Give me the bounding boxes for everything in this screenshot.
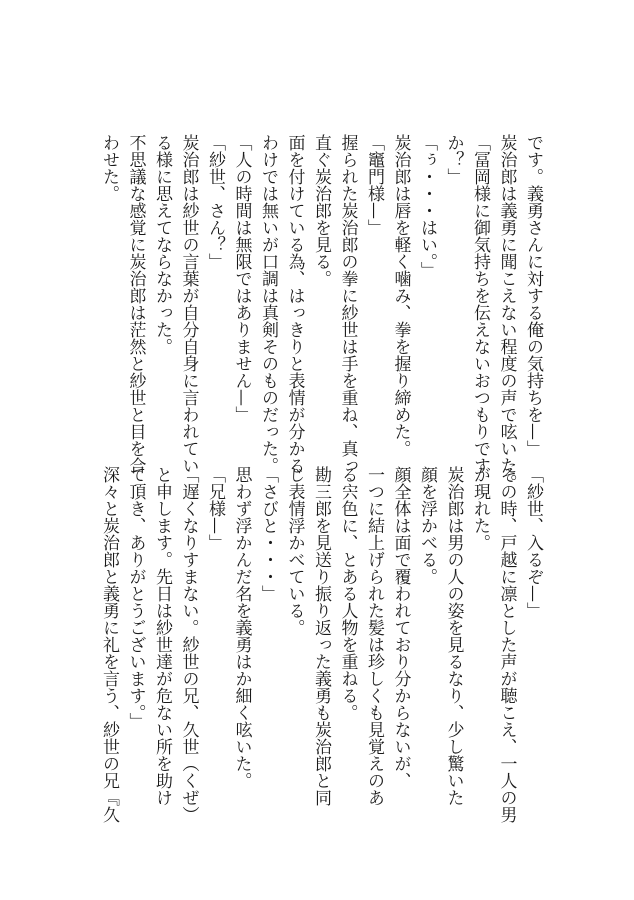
text-line: 「兄様—」: [205, 466, 225, 551]
text-line: 「さびと・・・」: [258, 466, 278, 602]
text-line: 顔全体は面で覆われており分からないが、: [390, 466, 411, 789]
text-line: が現れた。: [470, 466, 490, 551]
text-line: 炭治郎は唇を軽く噛み、拳を握り締めた。: [390, 134, 411, 457]
text-line: わせた。: [99, 134, 119, 202]
text-line: 深々と炭治郎と義勇に礼を言う、紗世の兄『久: [99, 466, 119, 823]
text-line: 「紗世、入るぞ—」: [523, 466, 543, 619]
text-line: て頂き、ありがとうございます。」: [125, 466, 146, 730]
text-line: る宍色に、とある人物を重ねる。: [337, 466, 358, 721]
text-line: 炭治郎は男の人の姿を見るなり、少し驚いた: [443, 466, 464, 806]
text-line: です。義勇さんに対する俺の気持ちを—」: [523, 134, 543, 457]
text-line: わけでは無いが口調は真剣そのものだった。: [258, 134, 278, 474]
text-line: か？」: [443, 134, 464, 185]
text-block-upper: [96, 466, 547, 823]
text-line: じ表情浮かべている。: [284, 466, 305, 636]
text-line: 直ぐ炭治郎を見る。: [311, 134, 331, 287]
text-line: 面を付けている為、はっきりと表情が分かる: [284, 134, 305, 474]
text-line: 「ぅ・・・はい。」: [417, 134, 437, 279]
text-line: る様に思えてならなかった。: [152, 134, 172, 355]
text-line: 「竈門様—」: [364, 134, 384, 236]
text-line: 炭治郎は紗世の言葉が自分自身に言われてい: [178, 134, 199, 474]
text-block-lower: [96, 134, 547, 491]
text-line: 不思議な感覚に炭治郎は茫然と紗世と目を合: [125, 134, 146, 474]
text-line: 「遅くなりすまない。紗世の兄、久世（くぜ）: [178, 466, 199, 823]
text-line: 「人の時間は無限ではありません—」: [231, 134, 252, 423]
text-line: と申します。先日は紗世達が危ない所を助け: [152, 466, 172, 806]
text-line: 「紗世、さん？」: [205, 134, 225, 270]
text-line: 勘三郎を見送り振り返った義勇も炭治郎と同: [311, 466, 331, 806]
text-line: その時、戸越に凛とした声が聴こえ、一人の男: [496, 466, 517, 823]
text-line: 炭治郎は義勇に聞こえない程度の声で呟いた。: [496, 134, 517, 491]
text-line: 一つに結上げられた髪は珍しくも見覚えのあ: [364, 466, 384, 806]
text-line: 「冨岡様に御気持ちを伝えないおつもりです: [470, 134, 490, 474]
text-line: 顔を浮かべる。: [417, 466, 437, 585]
text-line: 握られた炭治郎の拳に紗世は手を重ね、真っ: [337, 134, 358, 474]
text-line: 思わず浮かんだ名を義勇はか細く呟いた。: [231, 466, 252, 789]
